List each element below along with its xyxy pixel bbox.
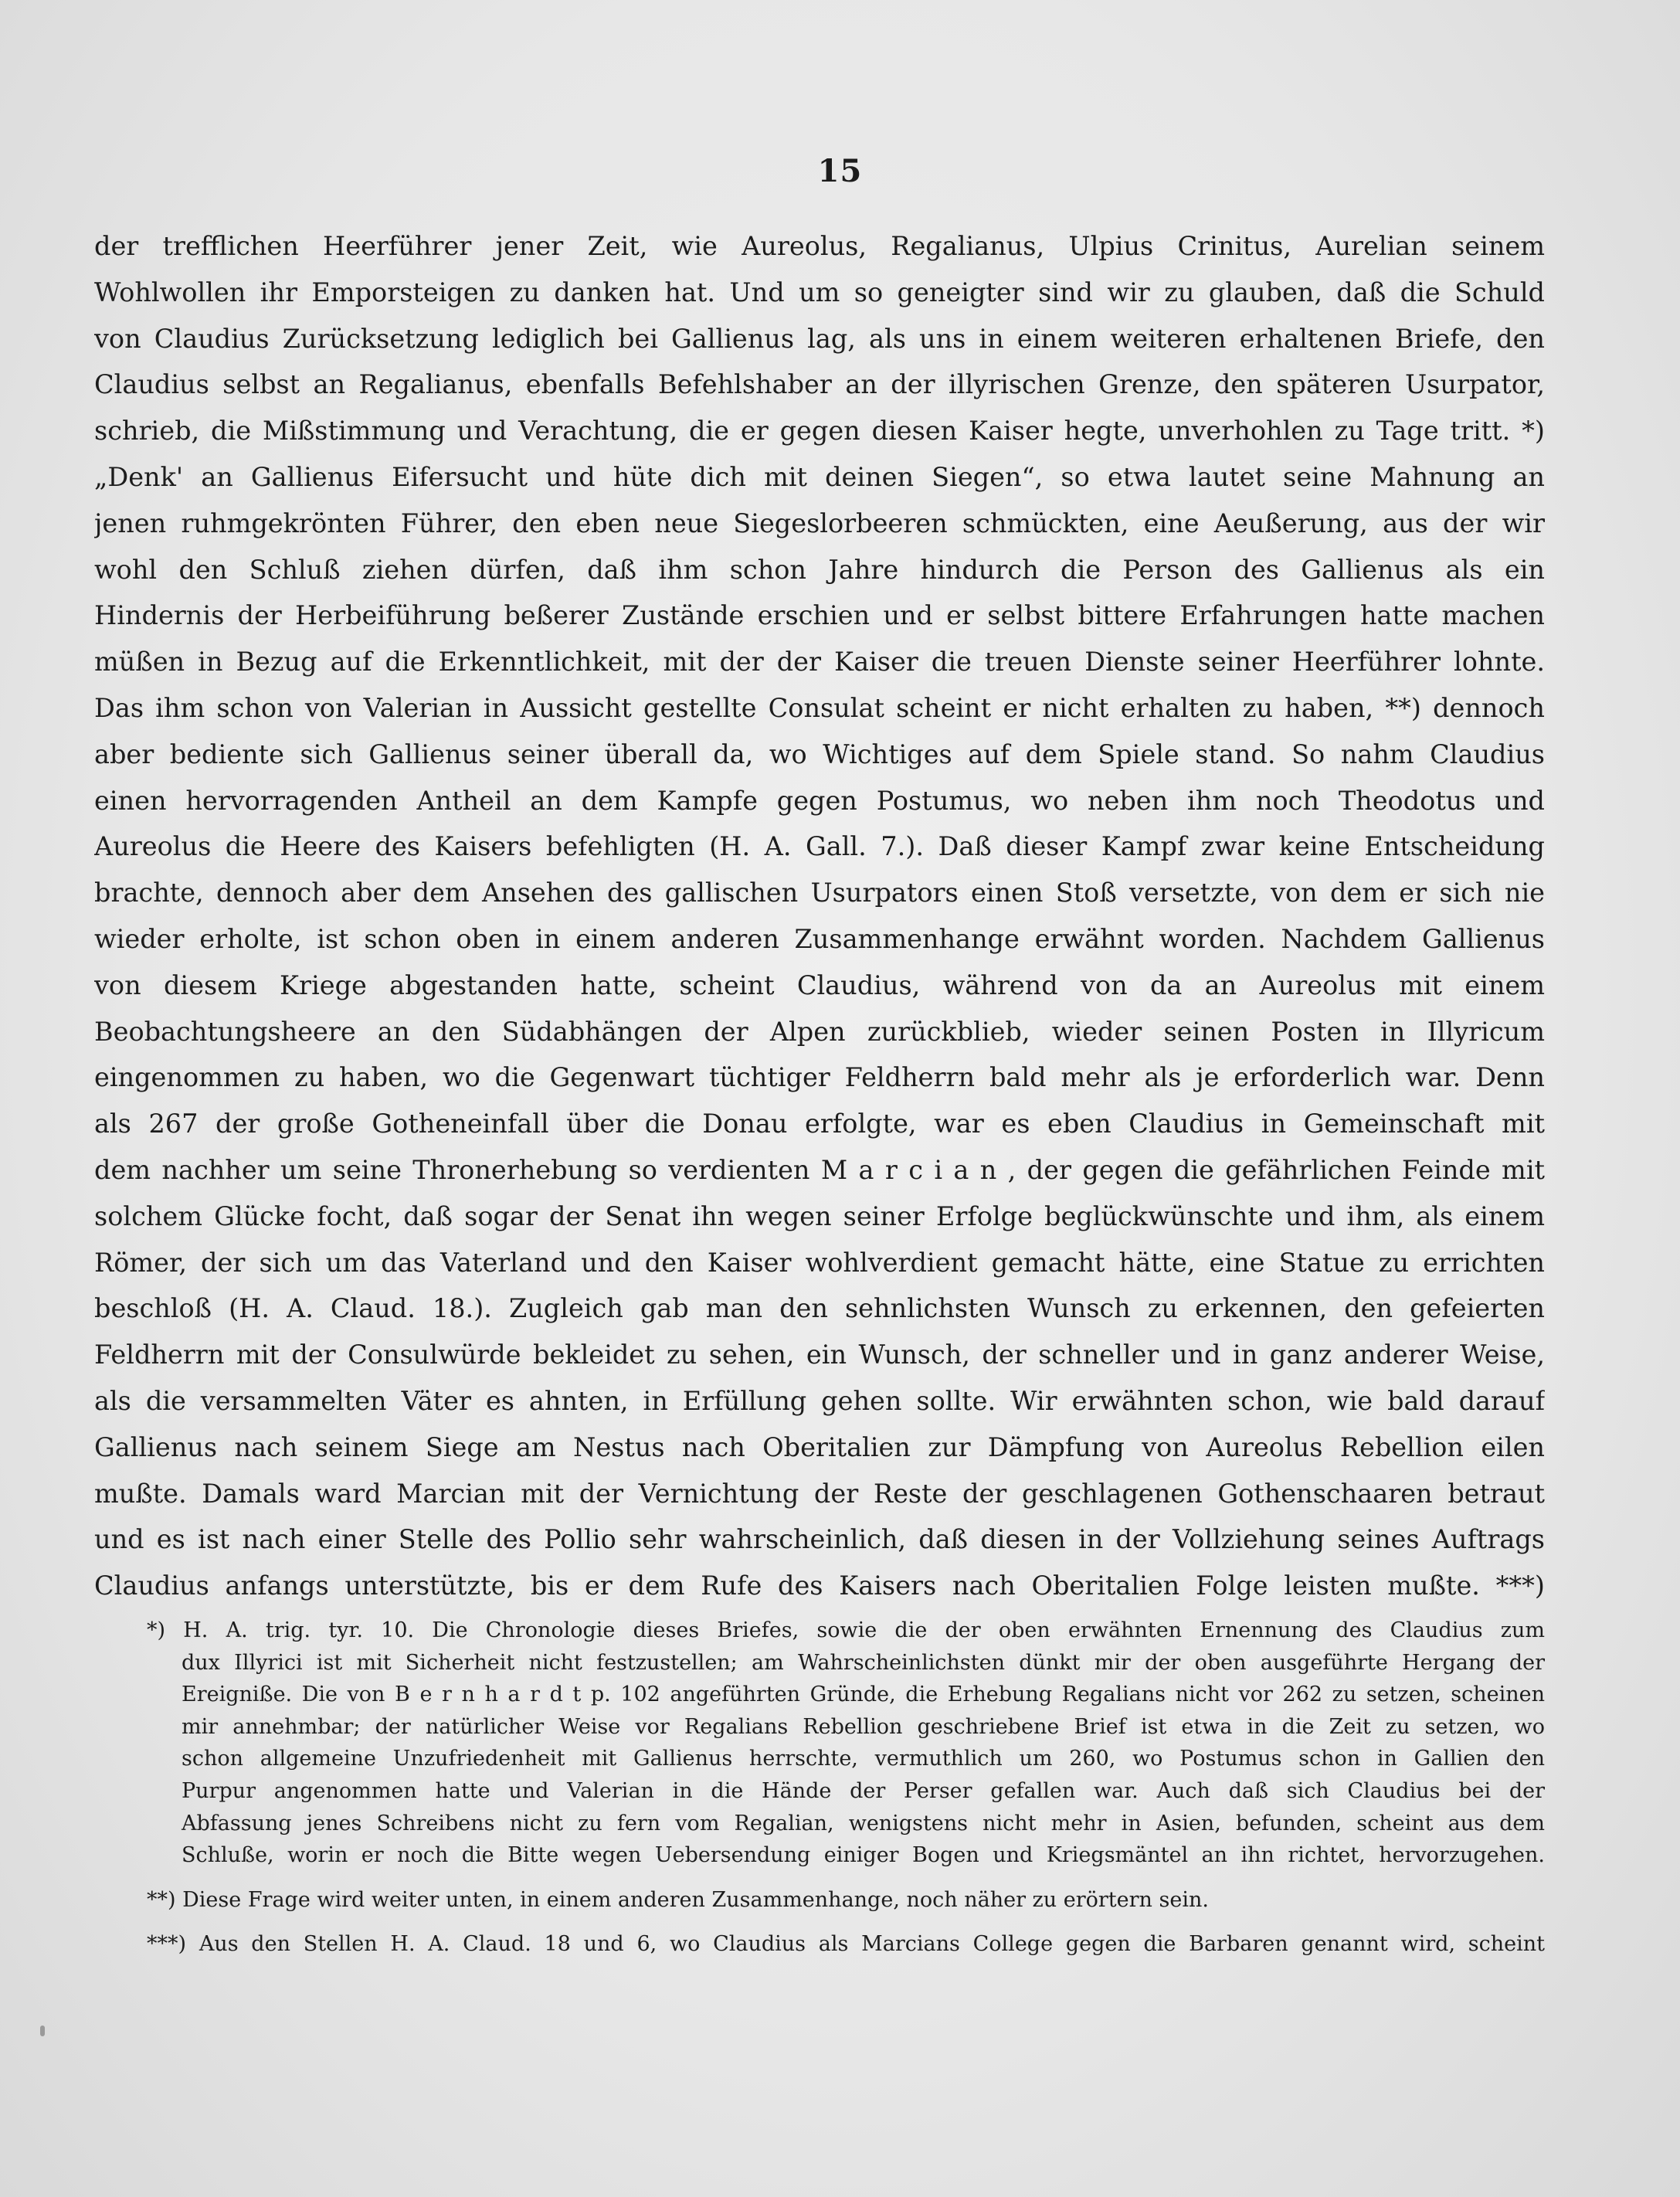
text-line: aber bediente sich Gallienus seiner überall da, wo Wichtiges auf dem Spiele stand. So nahm Claudius: [94, 739, 1545, 769]
footnote-1-line: schon allgemeine Unzufriedenheit mit Gallienus herrschte, vermuthlich um 260, wo Postumus schon in Gallien den: [182, 1747, 1545, 1771]
text-line: und es ist nach einer Stelle des Pollio sehr wahrscheinlich, daß diesen in der Vollziehung seines Auftrags: [94, 1524, 1545, 1555]
text-line: solchem Glücke focht, daß sogar der Senat ihn wegen seiner Erfolge beglückwünschte und ihm, als einem: [94, 1200, 1545, 1231]
page-number: 15: [817, 153, 863, 189]
footnote-1-line: Schluße, worin er noch die Bitte wegen Uebersendung einiger Bogen und Kriegsmäntel an ihn richtet, hervorzugehen.: [182, 1843, 1545, 1868]
text-line: wohl den Schluß ziehen dürfen, daß ihm schon Jahre hindurch die Person des Gallienus als ein: [94, 554, 1545, 585]
text-line: Aureolus die Heere des Kaisers befehligten (H. A. Gall. 7.). Daß dieser Kampf zwar keine Entscheidung: [94, 831, 1545, 862]
footnote-1-line: Ereigniße. Die von B e r n h a r d t p. 102 angeführten Gründe, die Erhebung Regalians nicht vor 262 zu setzen, scheinen: [182, 1683, 1545, 1707]
text-line: als 267 der große Gotheneinfall über die Donau erfolgte, war es eben Claudius in Gemeinschaft mit: [94, 1109, 1545, 1139]
footnote-2-line: [104, 1884, 1545, 1917]
text-line: „Denk' an Gallienus Eifersucht und hüte dich mit deinen Siegen“, so etwa lautet seine Mahnung an: [94, 461, 1545, 492]
text-line: wieder erholte, ist schon oben in einem anderen Zusammenhange erwähnt worden. Nachdem Gallienus: [94, 923, 1545, 954]
footnote-marker: *): [147, 1618, 166, 1642]
footnote-marker: **): [147, 1887, 176, 1912]
main-text-block: [94, 223, 1545, 1609]
text-line: als die versammelten Väter es ahnten, in Erfüllung gehen sollte. Wir erwähnten schon, wie bald darauf: [94, 1385, 1545, 1416]
footnotes-block: [104, 1615, 1545, 1961]
text-line: Beobachtungsheere an den Südabhängen der Alpen zurückblieb, wieder seinen Posten in Illyricum: [94, 1016, 1545, 1047]
text-line: von Claudius Zurücksetzung lediglich bei Gallienus lag, als uns in einem weiteren erhaltenen Briefe, den: [94, 323, 1545, 354]
text-line: Claudius selbst an Regalianus, ebenfalls Befehlshaber an der illyrischen Grenze, den späteren Usurpator,: [94, 369, 1545, 400]
footnote-1-line: [104, 1615, 1545, 1647]
text-line: schrieb, die Mißstimmung und Verachtung, die er gegen diesen Kaiser hegte, unverhohlen zu Tage tritt. *): [94, 416, 1545, 447]
text-line: brachte, dennoch aber dem Ansehen des gallischen Usurpators einen Stoß versetzte, von dem er sich nie: [94, 878, 1545, 908]
paper-speck: [40, 2026, 45, 2036]
footnote-1-line: dux Illyrici ist mit Sicherheit nicht festzustellen; am Wahrscheinlichsten dünkt mir der oben ausgeführte Hergang der: [182, 1650, 1545, 1675]
footnote-1-line: Abfassung jenes Schreibens nicht zu fern vom Regalian, wenigstens nicht mehr in Asien, befunden, scheint aus dem: [182, 1811, 1545, 1835]
footnote-1-line: Purpur angenommen hatte und Valerian in die Hände der Perser gefallen war. Auch daß sich Claudius bei der: [182, 1778, 1545, 1803]
text-line: Wohlwollen ihr Emporsteigen zu danken hat. Und um so geneigter sind wir zu glauben, daß die Schuld: [94, 277, 1545, 307]
footnote-text: Diese Frage wird weiter unten, in einem anderen Zusammenhange, noch näher zu erörtern sein.: [182, 1887, 1209, 1912]
text-line: dem nachher um seine Thronerhebung so verdienten M a r c i a n , der gegen die gefährlichen Feinde mit: [94, 1154, 1545, 1185]
footnote-3-line: [104, 1928, 1545, 1961]
text-line: der trefflichen Heerführer jener Zeit, wie Aureolus, Regalianus, Ulpius Crinitus, Aurelian seinem: [94, 231, 1545, 261]
text-line: eingenommen zu haben, wo die Gegenwart tüchtiger Feldherrn bald mehr als je erforderlich war. Denn: [94, 1062, 1545, 1093]
text-line: jenen ruhmgekrönten Führer, den eben neue Siegeslorbeeren schmückten, eine Aeußerung, aus der wir: [94, 508, 1545, 538]
footnote-text: H. A. trig. tyr. 10. Die Chronologie dieses Briefes, sowie die der oben erwähnten Ernennung des Claudius zum: [183, 1618, 1545, 1642]
text-line: Das ihm schon von Valerian in Aussicht gestellte Consulat scheint er nicht erhalten zu haben, **) dennoch: [94, 692, 1545, 723]
text-line: Römer, der sich um das Vaterland und den Kaiser wohlverdient gemacht hätte, eine Statue zu errichten: [94, 1247, 1545, 1278]
footnote-marker: ***): [147, 1932, 187, 1957]
text-line: müßen in Bezug auf die Erkenntlichkeit, mit der der Kaiser die treuen Dienste seiner Heerführer lohnte.: [94, 647, 1545, 677]
text-line: Claudius anfangs unterstützte, bis er dem Rufe des Kaisers nach Oberitalien Folge leisten mußte. ***): [94, 1570, 1545, 1601]
text-line: Feldherrn mit der Consulwürde bekleidet zu sehen, ein Wunsch, der schneller und in ganz anderer Weise,: [94, 1340, 1545, 1370]
footnote-1-line: mir annehmbar; der natürlicher Weise vor Regalians Rebellion geschriebene Brief ist etwa in die Zeit zu setzen, wo: [182, 1714, 1545, 1739]
text-line: Hindernis der Herbeiführung beßerer Zustände erschien und er selbst bittere Erfahrungen hatte machen: [94, 600, 1545, 631]
text-line: beschloß (H. A. Claud. 18.). Zugleich gab man den sehnlichsten Wunsch zu erkennen, den gefeierten: [94, 1293, 1545, 1324]
text-line: mußte. Damals ward Marcian mit der Vernichtung der Reste der geschlagenen Gothenschaaren betraut: [94, 1478, 1545, 1509]
footnote-text: Aus den Stellen H. A. Claud. 18 und 6, wo Claudius als Marcians College gegen die Barbaren genannt wird, scheint: [199, 1932, 1545, 1957]
text-line: von diesem Kriege abgestanden hatte, scheint Claudius, während von da an Aureolus mit einem: [94, 969, 1545, 1000]
text-line: einen hervorragenden Antheil an dem Kampfe gegen Postumus, wo neben ihm noch Theodotus und: [94, 785, 1545, 816]
text-line: Gallienus nach seinem Siege am Nestus nach Oberitalien zur Dämpfung von Aureolus Rebellion eilen: [94, 1431, 1545, 1462]
